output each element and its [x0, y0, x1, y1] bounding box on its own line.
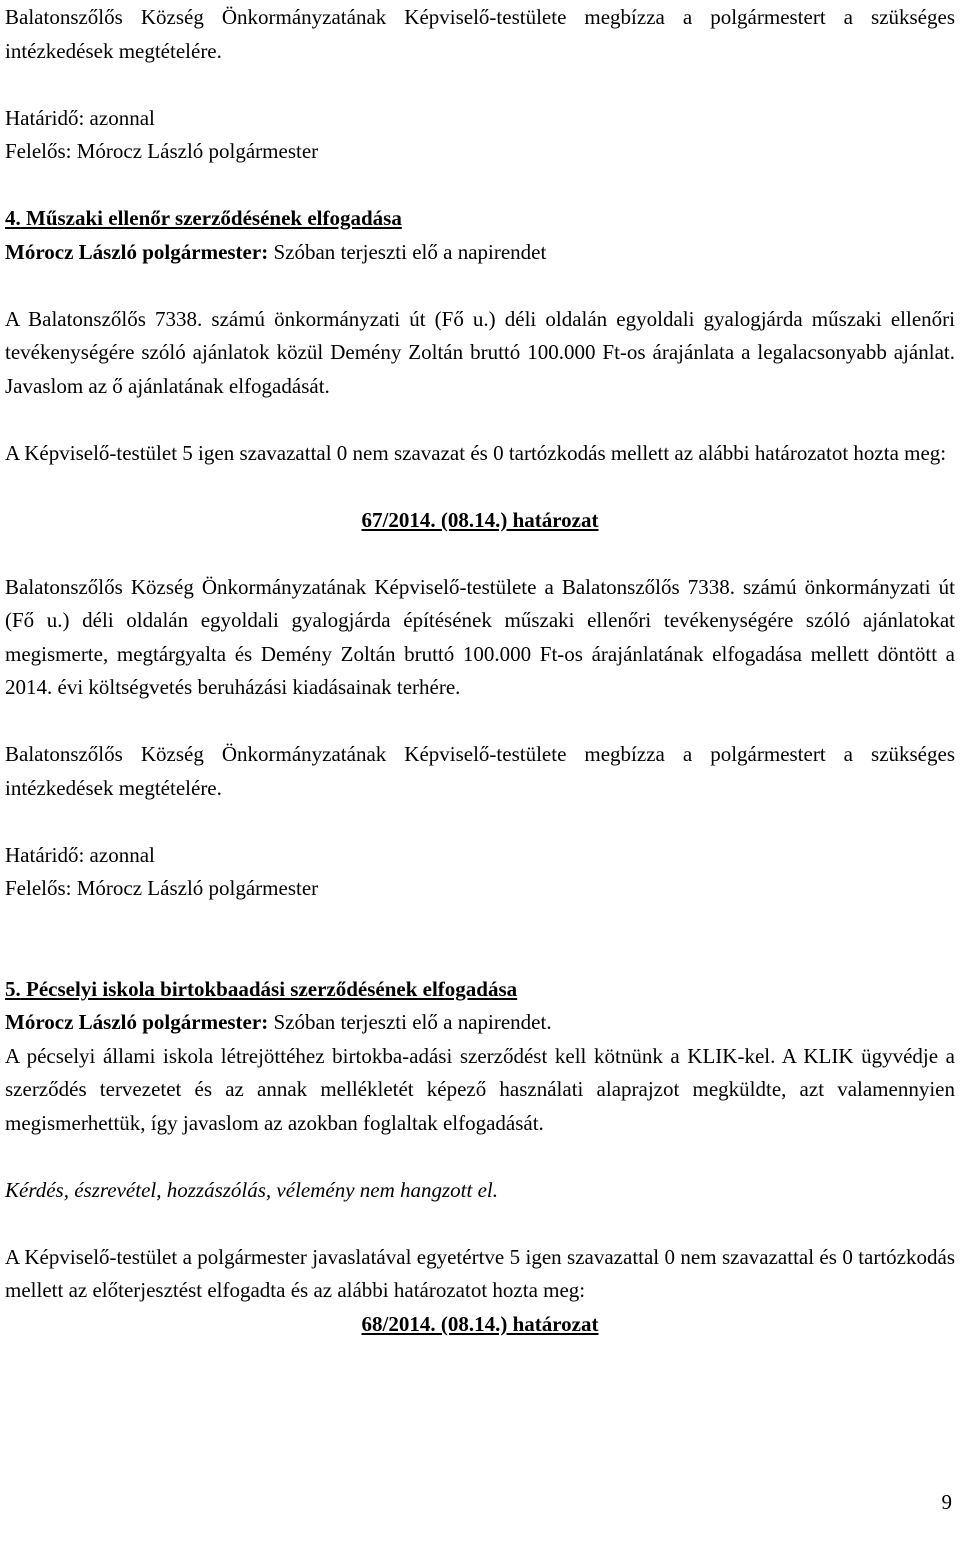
paragraph-no-comments: Kérdés, észrevétel, hozzászólás, vélemény nem hangzott el. — [5, 1177, 499, 1202]
agenda-item-5-number: 5. — [5, 976, 21, 1001]
document-page — [5, 1, 955, 1341]
vote-statement-1: A Képviselő-testület 5 igen szavazattal 0 nem szavazat és 0 tartózkodás mellett az alábbi határozatot hozta meg: — [5, 440, 947, 465]
deadline-2: Határidő: azonnal — [5, 842, 155, 867]
paragraph-proposal-5: A pécselyi állami iskola létrejöttéhez birtokba-adási szerződést kell kötnünk a KLIK-kel. A KLIK ügyvédje a szerződés tervezetet és az annak mellékletét képező használati alaprajzot megküldte, azt valamennyien megismerhettük, így javaslom az azokban foglaltak elfogadását. — [5, 1043, 955, 1135]
agenda-item-5-presenter-line — [5, 1006, 955, 1040]
agenda-item-5-presenter-text: Szóban terjeszti elő a napirendet. — [273, 1010, 552, 1034]
agenda-item-4-presenter-line — [5, 236, 955, 270]
agenda-item-5-heading — [5, 973, 955, 1007]
agenda-item-4-number: 4. — [5, 206, 21, 230]
resolution-number-2: 68/2014. (08.14.) határozat — [361, 1311, 599, 1336]
paragraph-mandate-1: Balatonszőlős Község Önkormányzatának Képviselő-testülete megbízza a polgármestert a szükséges intézkedések megtételére. — [5, 5, 955, 63]
agenda-item-4-heading — [5, 202, 955, 236]
agenda-item-5-presenter: Mórocz László polgármester: — [5, 1010, 269, 1034]
paragraph-resolution-text-1: Balatonszőlős Község Önkormányzatának Képviselő-testülete a Balatonszőlős 7338. számú önkormányzati út (Fő u.) déli oldalán egyoldali gyalogjárda építésének műszaki ellenőri tevékenységére szóló ajánlatokat megismerte, megtárgyalta és Demény Zoltán bruttó 100.000 Ft-os árajánlatának elfogadása mellett döntött a 2014. évi költségvetés beruházási kiadásainak terhére. — [5, 574, 955, 699]
page-number: 9 — [941, 1490, 952, 1514]
agenda-item-4-title: Műszaki ellenőr szerződésének elfogadása — [26, 206, 402, 230]
agenda-item-4-presenter: Mórocz László polgármester: — [5, 239, 269, 264]
responsible-1: Felelős: Mórocz László polgármester — [5, 139, 319, 163]
agenda-item-4-presenter-text: Szóban terjeszti elő a napirendet — [273, 239, 547, 264]
resolution-number-1: 67/2014. (08.14.) határozat — [361, 507, 599, 532]
paragraph-proposal-4: A Balatonszőlős 7338. számú önkormányzati út (Fő u.) déli oldalán egyoldali gyalogjárda műszaki ellenőri tevékenységére szóló ajánlatok közül Demény Zoltán bruttó 100.000 Ft-os árajánlata a legalacsonyabb ajánlat. Javaslom az ő ajánlatának elfogadását. — [5, 306, 955, 398]
paragraph-mandate-2: Balatonszőlős Község Önkormányzatának Képviselő-testülete megbízza a polgármestert a szükséges intézkedések megtételére. — [5, 742, 955, 800]
deadline-1: Határidő: azonnal — [5, 105, 155, 130]
vote-statement-2: A Képviselő-testület a polgármester javaslatával egyetértve 5 igen szavazattal 0 nem szavazattal és 0 tartózkodás mellett az előterjesztést elfogadta és az alábbi határozatot hozta meg: — [5, 1244, 955, 1302]
responsible-2: Felelős: Mórocz László polgármester — [5, 876, 319, 900]
agenda-item-5-title: Pécselyi iskola birtokbaadási szerződésének elfogadása — [26, 976, 518, 1001]
